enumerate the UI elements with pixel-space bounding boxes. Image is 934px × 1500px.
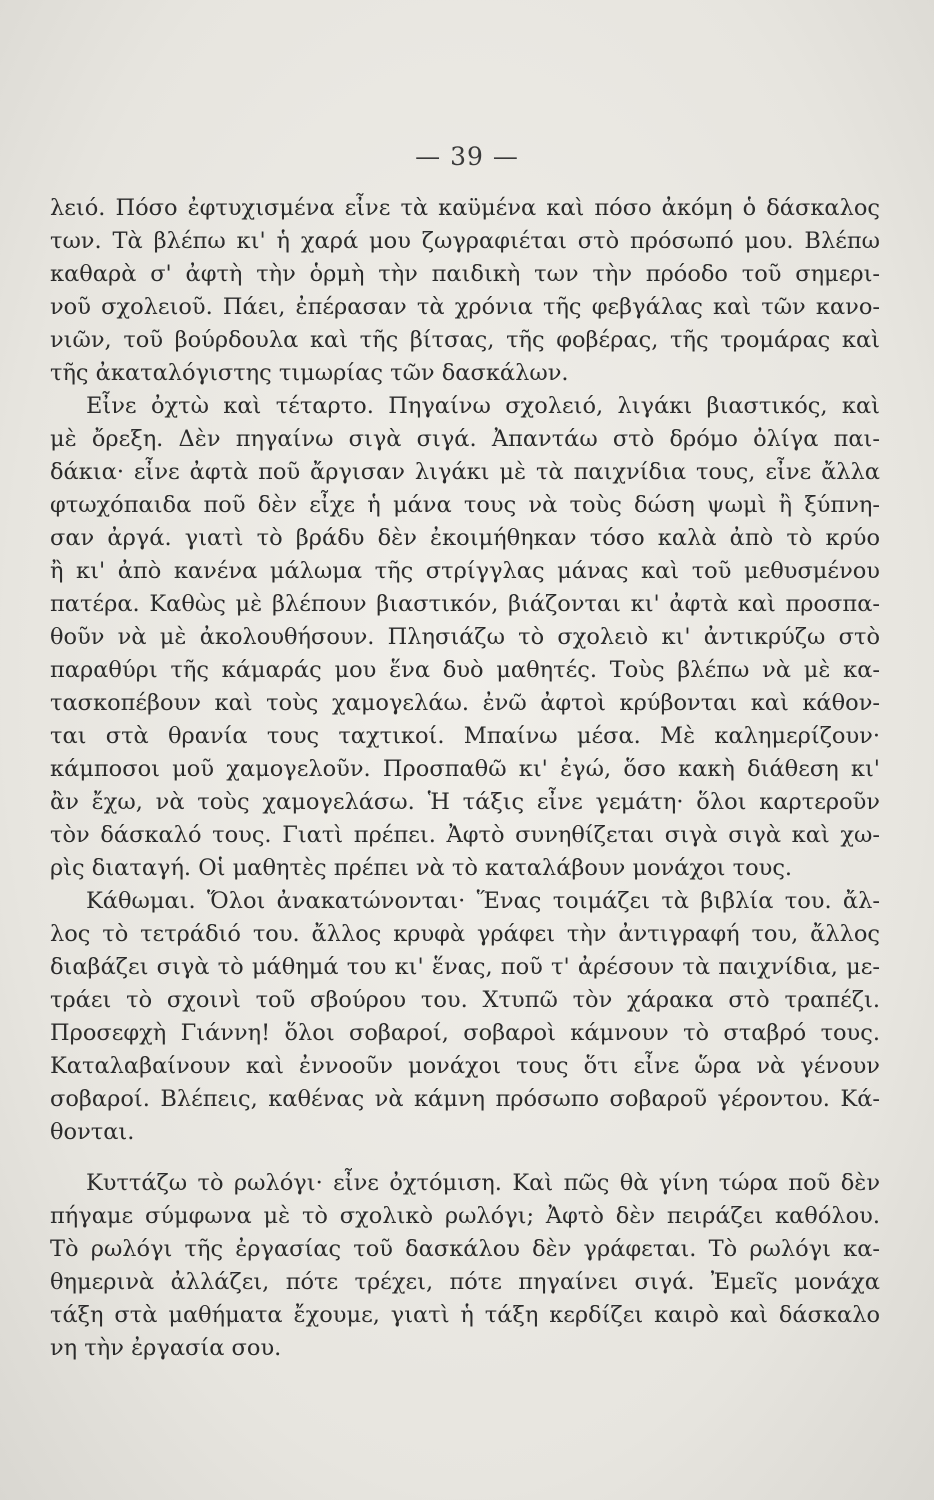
text-line: Προσεφχὴ Γιάννη! ὅλοι σοβαροί, σοβαροὶ κάμνουν τὸ σταβρό τους. — [50, 1020, 880, 1046]
paragraph-3 — [50, 885, 880, 1149]
text-line: λειό. Πόσο ἐφτυχισμένα εἶνε τὰ καϋμένα καὶ πόσο ἀκόμη ὁ δάσκαλος — [50, 195, 880, 221]
text-line: Καταλαβαίνουν καὶ ἐννοοῦν μονάχοι τους ὅτι εἶνε ὥρα νὰ γένουν — [50, 1053, 880, 1079]
text-line: μὲ ὄρεξη. Δὲν πηγαίνω σιγὰ σιγά. Ἀπαντάω στὸ δρόμο ὀλίγα παι- — [50, 426, 880, 452]
text-line: Κάθωμαι. Ὅλοι ἀνακατώνονται· Ἕνας τοιμάζει τὰ βιβλία του. ἄλ- — [86, 888, 880, 914]
text-line: καθαρὰ σ' ἀφτὴ τὴν ὁρμὴ τὴν παιδικὴ των τὴν πρόοδο τοῦ σημερι- — [50, 261, 880, 287]
text-line: ται στὰ θρανία τους ταχτικοί. Μπαίνω μέσα. Μὲ καλημερίζουν· — [50, 723, 880, 749]
text-line: πήγαμε σύμφωνα μὲ τὸ σχολικὸ ρωλόγι; Ἀφτὸ δὲν πειράζει καθόλου. — [50, 1203, 880, 1229]
paragraph-2 — [50, 390, 880, 885]
text-line: κάμποσοι μοῦ χαμογελοῦν. Προσπαθῶ κι' ἐγώ, ὅσο κακὴ διάθεση κι' — [50, 756, 880, 782]
text-line: των. Τὰ βλέπω κι' ἡ χαρά μου ζωγραφιέται στὸ πρόσωπό μου. Βλέπω — [50, 228, 880, 254]
text-line: σοβαροί. Βλέπεις, καθένας νὰ κάμνη πρόσωπο σοβαροῦ γέροντου. Κά- — [50, 1086, 880, 1112]
paragraph-1 — [50, 192, 880, 390]
text-line: σαν ἀργά. γιατὶ τὸ βράδυ δὲν ἐκοιμήθηκαν τόσο καλὰ ἀπὸ τὸ κρύο — [50, 525, 880, 551]
text-line: τασκοπέβουν καὶ τοὺς χαμογελάω. ἐνῶ ἀφτοὶ κρύβονται καὶ κάθον- — [50, 690, 880, 716]
text-line: νη τὴν ἐργασία σου. — [50, 1335, 282, 1361]
text-line: θημερινὰ ἀλλάζει, πότε τρέχει, πότε πηγαίνει σιγά. Ἐμεῖς μονάχα — [50, 1269, 880, 1295]
page-number: — 39 — — [415, 142, 519, 171]
text-line: παραθύρι τῆς κάμαράς μου ἕνα δυὸ μαθητές. Τοὺς βλέπω νὰ μὲ κα- — [50, 657, 880, 683]
text-line: τῆς ἀκαταλόγιστης τιμωρίας τῶν δασκάλων. — [50, 360, 569, 386]
text-line: τράει τὸ σχοινὶ τοῦ σβούρου του. Χτυπῶ τὸν χάρακα στὸ τραπέζι. — [50, 987, 880, 1013]
text-line: φτωχόπαιδα ποῦ δὲν εἶχε ἡ μάνα τους νὰ τοὺς δώση ψωμὶ ἢ ξύπνη- — [50, 492, 880, 518]
text-line: ρὶς διαταγή. Οἱ μαθητὲς πρέπει νὰ τὸ καταλάβουν μονάχοι τους. — [50, 855, 793, 881]
text-line: Κυττάζω τὸ ρωλόγι· εἶνε ὀχτόμιση. Καὶ πῶς θὰ γίνη τώρα ποῦ δὲν — [86, 1170, 880, 1196]
text-line: τὸν δάσκαλό τους. Γιατὶ πρέπει. Ἀφτὸ συνηθίζεται σιγὰ σιγὰ καὶ χω- — [50, 822, 880, 848]
text-line: θοῦν νὰ μὲ ἀκολουθήσουν. Πλησιάζω τὸ σχολειὸ κι' ἀντικρύζω στὸ — [50, 624, 880, 650]
text-line: πατέρα. Καθὼς μὲ βλέπουν βιαστικόν, βιάζονται κι' ἀφτὰ καὶ προσπα- — [50, 591, 880, 617]
body-text — [50, 192, 880, 1365]
paragraph-4 — [50, 1167, 880, 1365]
text-line: ἂν ἔχω, νὰ τοὺς χαμογελάσω. Ἡ τάξις εἶνε γεμάτη· ὅλοι καρτεροῦν — [50, 789, 880, 815]
text-line: νιῶν, τοῦ βούρδουλα καὶ τῆς βίτσας, τῆς φοβέρας, τῆς τρομάρας καὶ — [50, 327, 880, 353]
text-line: νοῦ σχολειοῦ. Πάει, ἐπέρασαν τὰ χρόνια τῆς φεβγάλας καὶ τῶν κανο- — [50, 294, 880, 320]
text-line: τάξη στὰ μαθήματα ἔχουμε, γιατὶ ἡ τάξη κερδίζει καιρὸ καὶ δάσκαλο — [50, 1302, 880, 1328]
text-line: Τὸ ρωλόγι τῆς ἐργασίας τοῦ δασκάλου δὲν γράφεται. Τὸ ρωλόγι κα- — [50, 1236, 880, 1262]
paragraph-gap — [50, 1149, 880, 1167]
text-line: δάκια· εἶνε ἀφτὰ ποῦ ἄργισαν λιγάκι μὲ τὰ παιχνίδια τους, εἶνε ἄλλα — [50, 459, 880, 485]
text-line: ἢ κι' ἀπὸ κανένα μάλωμα τῆς στρίγγλας μάνας καὶ τοῦ μεθυσμένου — [50, 558, 880, 584]
text-line: διαβάζει σιγὰ τὸ μάθημά του κι' ἕνας, ποῦ τ' ἀρέσουν τὰ παιχνίδια, με- — [50, 954, 880, 980]
text-line: θονται. — [50, 1119, 135, 1145]
text-line: Εἶνε ὀχτὼ καὶ τέταρτο. Πηγαίνω σχολειό, λιγάκι βιαστικός, καὶ — [86, 393, 880, 419]
text-line: λος τὸ τετράδιό του. ἄλλος κρυφὰ γράφει τὴν ἀντιγραφή του, ἄλλος — [50, 921, 880, 947]
